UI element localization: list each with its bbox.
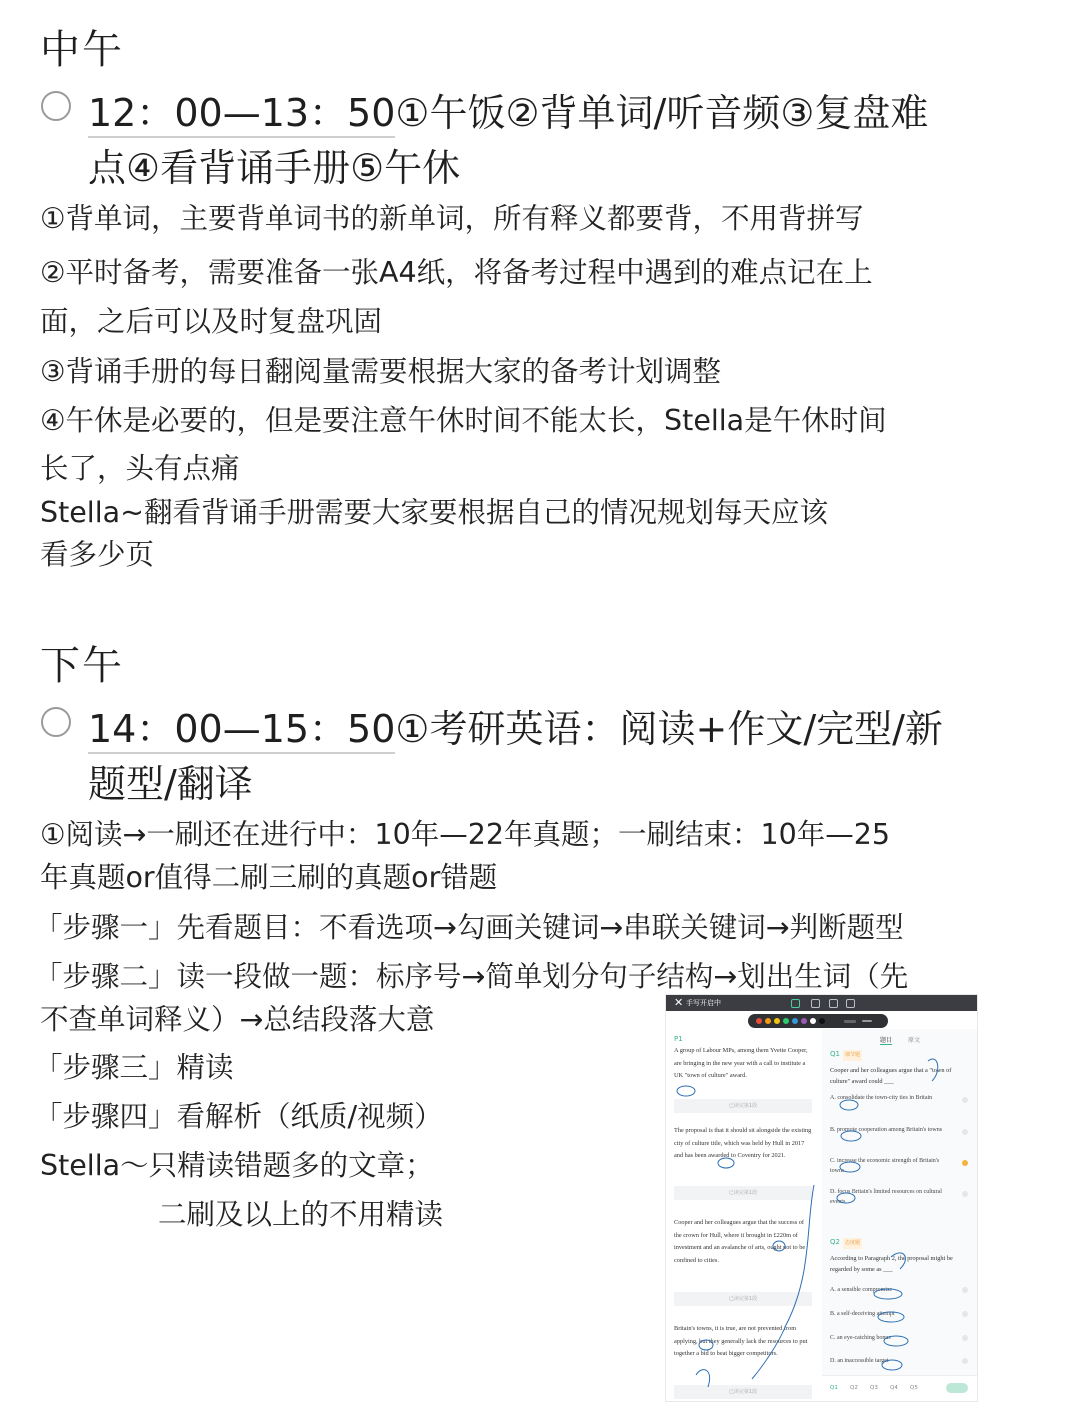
question-nav-q2[interactable]: Q2 bbox=[850, 1385, 858, 1391]
option-radio[interactable] bbox=[962, 1335, 968, 1341]
color-swatch[interactable] bbox=[756, 1018, 762, 1024]
answer-option[interactable]: C. increase the economic strength of Britain's towns bbox=[830, 1158, 940, 1174]
exam-app-screenshot bbox=[665, 994, 978, 1402]
passage-paragraph: Britain's towns, it is true, are not prevented from applying, but they generally lack the resources to put together a bid to beat bigger competitors. bbox=[674, 1325, 808, 1358]
question-nav-q1[interactable]: Q1 bbox=[830, 1385, 838, 1391]
question-number: Q2 bbox=[830, 1238, 840, 1246]
color-swatch[interactable] bbox=[810, 1018, 816, 1024]
option-radio[interactable] bbox=[962, 1191, 968, 1197]
afternoon-note-1-cont: 年真题or值得二刷三刷的真题or错题 bbox=[40, 861, 498, 894]
color-swatch[interactable] bbox=[774, 1018, 780, 1024]
afternoon-task-items: ①考研英语：阅读+作文/完型/新 bbox=[395, 707, 943, 751]
noon-task-time: 12：00—13：50 bbox=[88, 91, 395, 138]
noon-stella-note: Stella~翻看背诵手册需要大家要根据自己的情况规划每天应该 bbox=[40, 496, 828, 529]
answer-option[interactable]: D. focus Britain's limited resources on cultural events bbox=[830, 1189, 942, 1205]
noon-note-1: ①背单词，主要背单词书的新单词，所有释义都要背，不用背拼写 bbox=[40, 202, 864, 235]
answer-option[interactable]: D. an inaccessible target bbox=[830, 1358, 889, 1364]
noon-heading: 中午 bbox=[40, 27, 124, 73]
eraser-icon[interactable] bbox=[829, 999, 838, 1008]
afternoon-stella-note-cont: 二刷及以上的不用精读 bbox=[158, 1198, 444, 1231]
question-header bbox=[830, 1049, 958, 1061]
passage-paragraph: Cooper and her colleagues argue that the success of the crown for Hull, where it brought in £220m of investment and an avalanche of arts, ought not to be confined to cities. bbox=[674, 1219, 806, 1264]
noon-note-4: ④午休是必要的，但是要注意午休时间不能太长，Stella是午休时间 bbox=[40, 404, 887, 437]
option-radio[interactable] bbox=[962, 1311, 968, 1317]
color-swatch[interactable] bbox=[819, 1018, 825, 1024]
answer-option[interactable]: A. a sensible compromise bbox=[830, 1287, 892, 1293]
option-radio[interactable] bbox=[962, 1358, 968, 1364]
question-type-badge: 态度题 bbox=[843, 1238, 862, 1249]
option-radio-selected[interactable] bbox=[962, 1160, 968, 1166]
paragraph-divider: 已读完第1段 bbox=[674, 1099, 812, 1113]
afternoon-task-checkbox[interactable] bbox=[41, 707, 71, 737]
stroke-width-icon[interactable] bbox=[844, 1020, 856, 1023]
question-nav-q4[interactable]: Q4 bbox=[890, 1385, 898, 1391]
noon-task-line-1 bbox=[88, 82, 928, 137]
afternoon-stella-note: Stella～只精读错题多的文章； bbox=[40, 1149, 434, 1182]
submit-button[interactable] bbox=[946, 1383, 968, 1393]
noon-note-3: ③背诵手册的每日翻阅量需要根据大家的备考计划调整 bbox=[40, 355, 722, 388]
questions-pane bbox=[822, 1029, 977, 1401]
pen-icon[interactable] bbox=[791, 999, 800, 1008]
passage-paragraph: The proposal is that it should sit alongside the existing city of culture title, which was held by Hull in 2017 and has been awarded to Coventry for 2021. bbox=[674, 1127, 812, 1160]
option-radio[interactable] bbox=[962, 1287, 968, 1293]
tab-questions[interactable]: 题目 bbox=[880, 1037, 893, 1044]
tab-original-text[interactable]: 原文 bbox=[908, 1037, 921, 1044]
color-swatch[interactable] bbox=[801, 1018, 807, 1024]
pencil-icon[interactable] bbox=[811, 999, 820, 1008]
afternoon-heading: 下午 bbox=[40, 643, 124, 689]
noon-note-4-cont: 长了，头有点痛 bbox=[40, 452, 240, 485]
noon-task-line-2: 点④看背诵手册⑤午休 bbox=[88, 146, 461, 190]
afternoon-step-2: 「步骤二」读一段做一题：标序号→简单划分句子结构→划出生词（先 bbox=[34, 960, 909, 993]
answer-option[interactable]: C. an eye-catching bonus bbox=[830, 1335, 891, 1341]
stroke-width-icon[interactable] bbox=[862, 1020, 872, 1022]
question-stem: Cooper and her colleagues argue that a "town of culture" award could ___ bbox=[830, 1067, 952, 1085]
color-swatch[interactable] bbox=[765, 1018, 771, 1024]
noon-stella-note-cont: 看多少页 bbox=[40, 538, 155, 571]
app-toolbar bbox=[666, 995, 977, 1011]
afternoon-task-time: 14：00—15：50 bbox=[88, 707, 395, 754]
question-header bbox=[830, 1237, 958, 1249]
paragraph-divider: 已读完第1段 bbox=[674, 1292, 812, 1306]
answer-option[interactable]: B. promote cooperation among Britain's towns bbox=[830, 1127, 943, 1133]
afternoon-task-line-1 bbox=[88, 698, 943, 753]
paragraph-label: P1 bbox=[674, 1035, 683, 1043]
color-swatch[interactable] bbox=[792, 1018, 798, 1024]
afternoon-step-3: 「步骤三」精读 bbox=[34, 1051, 234, 1084]
afternoon-step-1: 「步骤一」先看题目：不看选项→勾画关键词→串联关键词→判断题型 bbox=[34, 911, 904, 944]
question-type-badge: 细节题 bbox=[843, 1050, 862, 1061]
home-icon[interactable] bbox=[846, 999, 855, 1008]
handwriting-mode-label: 手写开启中 bbox=[686, 999, 721, 1007]
close-icon[interactable]: ✕ bbox=[674, 996, 684, 1009]
afternoon-step-4: 「步骤四」看解析（纸质/视频） bbox=[34, 1100, 443, 1133]
noon-note-2: ②平时备考，需要准备一张A4纸，将备考过程中遇到的难点记在上 bbox=[40, 256, 873, 289]
option-radio[interactable] bbox=[962, 1097, 968, 1103]
noon-task-items: ①午饭②背单词/听音频③复盘难 bbox=[395, 91, 929, 135]
afternoon-step-2-cont: 不查单词释义）→总结段落大意 bbox=[40, 1003, 435, 1036]
question-nav-q3[interactable]: Q3 bbox=[870, 1385, 878, 1391]
color-palette bbox=[748, 1014, 888, 1028]
question-stem: According to Paragraph 2, the proposal might be regarded by some as ___ bbox=[830, 1255, 953, 1273]
paragraph-divider: 已读完第1段 bbox=[674, 1186, 812, 1200]
reading-passage-pane bbox=[666, 1029, 816, 1401]
noon-task-checkbox[interactable] bbox=[41, 91, 71, 121]
question-nav-q5[interactable]: Q5 bbox=[910, 1385, 918, 1391]
afternoon-task-line-2: 题型/翻译 bbox=[88, 762, 253, 806]
paragraph-divider: 已读完第1段 bbox=[674, 1385, 812, 1399]
afternoon-note-1: ①阅读→一刷还在进行中：10年—22年真题；一刷结束：10年—25 bbox=[40, 818, 890, 851]
answer-option[interactable]: A. consolidate the town-city ties in Britain bbox=[830, 1095, 933, 1101]
option-radio[interactable] bbox=[962, 1129, 968, 1135]
passage-paragraph: A group of Labour MPs, among them Yvette Cooper, are bringing in the new year with a call to institute a UK "town of culture" award. bbox=[674, 1047, 808, 1080]
answer-option[interactable]: B. a self-deceiving attempt bbox=[830, 1311, 895, 1317]
color-swatch[interactable] bbox=[783, 1018, 789, 1024]
question-number: Q1 bbox=[830, 1050, 840, 1058]
question-navigation-bar bbox=[822, 1375, 977, 1402]
noon-note-2-cont: 面，之后可以及时复盘巩固 bbox=[40, 305, 383, 338]
